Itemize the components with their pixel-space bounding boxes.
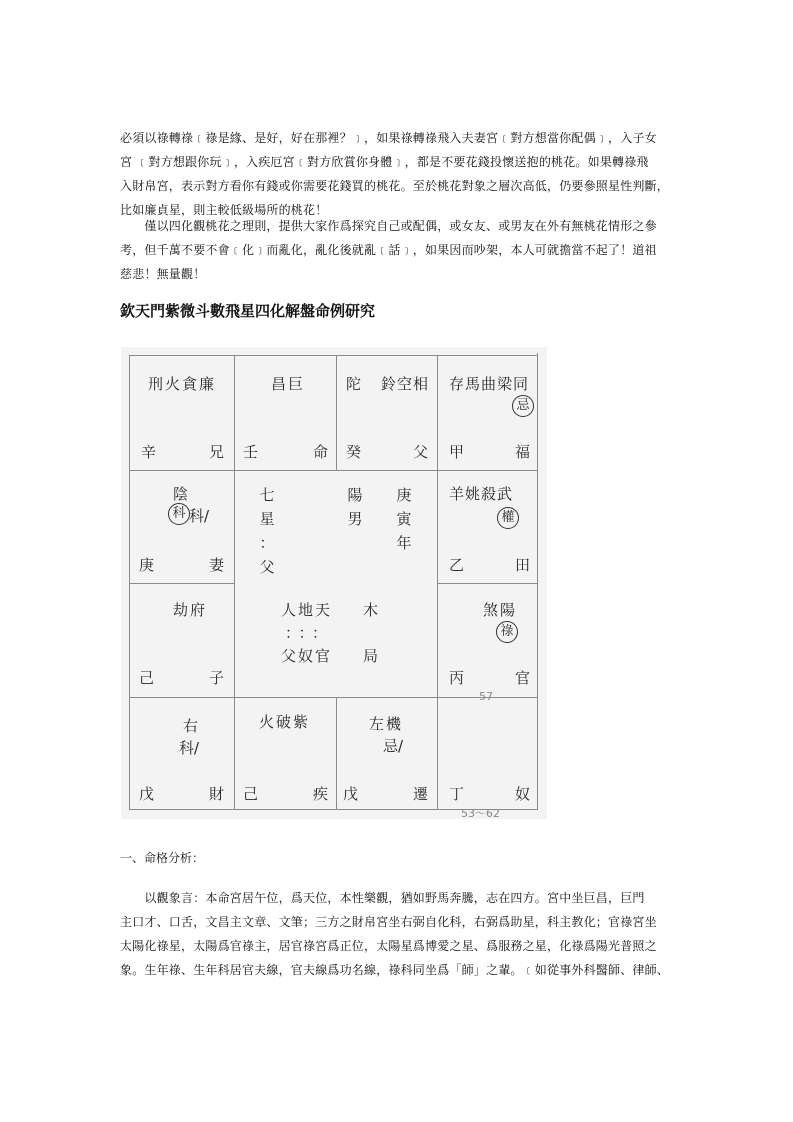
cell-you-stem: 乙 — [449, 556, 465, 574]
cell-you-stars: 羊姚殺武 — [449, 485, 514, 503]
cell-zi-stem: 戊 — [343, 785, 359, 803]
cell-chen-mark — [168, 503, 190, 525]
cell-shen-stem: 甲 — [449, 443, 465, 461]
cell-zi-palace: 遷 — [413, 785, 429, 803]
grid-line — [437, 583, 538, 584]
cell-wei-stars-right: 鈴空相 — [381, 375, 430, 393]
center-col-2 — [346, 483, 364, 531]
ziwei-chart — [121, 347, 547, 819]
grid-line — [336, 697, 337, 810]
cell-hai-palace: 奴 — [515, 785, 531, 803]
ke-mark-circle: 科 — [168, 503, 190, 525]
cell-yin-palace: 財 — [209, 785, 225, 803]
cell-xu-stars: 煞陽 — [483, 601, 518, 619]
age-range-hai: 53～62 — [461, 807, 500, 820]
cell-shen-stars: 存馬曲梁同 — [449, 375, 530, 393]
text-line: 主口才、口舌，文昌主文章、文筆；三方之財帛宮坐右弼自化科，右弼爲助星，科主教化；官祿宮坐 — [120, 915, 657, 929]
grid-line — [129, 355, 538, 356]
cell-chou-palace: 疾 — [313, 785, 329, 803]
grid-line — [129, 697, 538, 698]
cell-mao-stem: 己 — [139, 669, 155, 687]
grid-line — [129, 470, 538, 471]
cell-wu-stars: 昌巨 — [271, 375, 306, 393]
center-values: 父奴官 — [281, 647, 333, 665]
cell-yin-stem: 戊 — [139, 785, 155, 803]
center-element-bottom: 局 — [363, 647, 380, 665]
text-line: 僅以四化觀桃花之理則，提供大家作爲探究自己或配偶，或女友、或男友在外有無桃花情形之參 — [120, 219, 657, 233]
center-char: 陽 — [347, 486, 363, 504]
cell-si-stars: 刑火貪廉 — [148, 375, 217, 393]
quan-mark-circle: 權 — [497, 507, 519, 529]
cell-wu-stem: 壬 — [243, 443, 259, 461]
cell-xu-stem: 丙 — [449, 669, 465, 687]
cell-si-stem: 辛 — [141, 443, 157, 461]
cell-zi-star: 左機 — [369, 715, 404, 733]
text-line: 太陽化祿星，太陽爲官祿主，居官祿宮爲正位，太陽星爲博愛之星、爲服務之星，化祿爲陽光普照之 — [120, 939, 657, 953]
center-col-1 — [258, 483, 276, 579]
cell-chen-stem: 庚 — [139, 556, 155, 574]
cell-shen-mark — [512, 395, 534, 417]
cell-mao-stars: 劫府 — [173, 601, 208, 619]
cell-chou-stem: 己 — [243, 785, 259, 803]
section-heading: 欽天門紫微斗數飛星四化解盤命例研究 — [120, 302, 376, 320]
analysis-paragraph — [120, 886, 672, 982]
age-range-xu: 57 — [479, 690, 493, 703]
center-char: 男 — [347, 510, 363, 528]
cell-hai-stem: 丁 — [449, 785, 465, 803]
center-labels: 人地天 — [281, 601, 333, 619]
text-line: 象。生年祿、生年科居官夫線，官夫線爲功名線，祿科同坐爲「師」之輩。﹝如從事外科醫師、律師、 — [120, 963, 670, 977]
center-char: ： — [259, 534, 275, 552]
text-line: 入財帛宮，表示對方看你有錢或你需要花錢買的桃花。至於桃花對象之層次高低，仍要參照星性判斷， — [120, 179, 670, 193]
text-line: 考，但千萬不要不會﹝化﹞而亂化，亂化後就亂﹝話﹞，如果因而吵架，本人可就擔當不起了！道祖 — [120, 243, 657, 257]
grid-line — [129, 583, 235, 584]
center-char: 星 — [259, 510, 275, 528]
cell-chou-stars: 火破紫 — [259, 713, 311, 731]
ji-mark-circle: 忌 — [512, 395, 534, 417]
cell-xu-mark — [496, 621, 518, 643]
text-line: 必須以祿轉祿﹝祿是緣、是好，好在那裡？﹞，如果祿轉祿飛入夫妻宮﹝對方想當你配偶﹞，入子女 — [120, 131, 657, 145]
cell-chen-palace: 妻 — [209, 556, 225, 574]
cell-chen-suffix: 科/ — [189, 507, 210, 525]
second-paragraph — [120, 214, 672, 286]
cell-yin-star: 右 — [183, 717, 199, 735]
analysis-title: 一、命格分析： — [120, 851, 205, 865]
center-char: 父 — [259, 558, 275, 576]
cell-wei-palace: 父 — [413, 443, 429, 461]
cell-wei-stars-left: 陀 — [346, 375, 362, 393]
cell-zi-suffix: 忌/ — [383, 737, 404, 755]
center-char: 庚 — [396, 486, 412, 504]
lu-mark-circle: 祿 — [496, 621, 518, 643]
cell-you-palace: 田 — [515, 556, 531, 574]
intro-paragraph — [120, 126, 672, 222]
center-colons: ：：： — [285, 624, 334, 642]
cell-you-mark — [497, 507, 519, 529]
grid-line — [234, 355, 235, 470]
cell-mao-palace: 子 — [209, 669, 225, 687]
cell-wei-stem: 癸 — [346, 443, 362, 461]
center-char: 七 — [259, 486, 275, 504]
center-char: 寅 — [396, 510, 412, 528]
cell-wu-palace: 命 — [313, 443, 329, 461]
grid-line — [336, 355, 337, 470]
center-char: 年 — [396, 534, 412, 552]
cell-si-palace: 兄 — [209, 443, 225, 461]
cell-shen-palace: 福 — [515, 443, 531, 461]
cell-yin-suffix: 科/ — [179, 739, 200, 757]
grid-line — [537, 353, 538, 810]
center-col-3 — [395, 483, 413, 555]
text-line: 宮 ﹝對方想跟你玩﹞，入疾厄宮﹝對方欣賞你身體﹞，都是不要花錢投懷送抱的桃花。如果轉祿飛 — [120, 155, 649, 169]
text-line: 比如廉貞星，則主較低級場所的桃花！ — [120, 203, 328, 217]
grid-line — [234, 697, 235, 810]
center-element-top: 木 — [363, 601, 380, 619]
text-line: 以觀象言：本命宮居午位，爲天位，本性樂觀，猶如野馬奔騰，志在四方。宮中坐巨昌，巨門 — [120, 891, 645, 905]
text-line: 慈悲！無量觀！ — [120, 267, 206, 281]
cell-chen-star: 陰 — [173, 485, 189, 503]
cell-xu-palace: 官 — [515, 669, 531, 687]
